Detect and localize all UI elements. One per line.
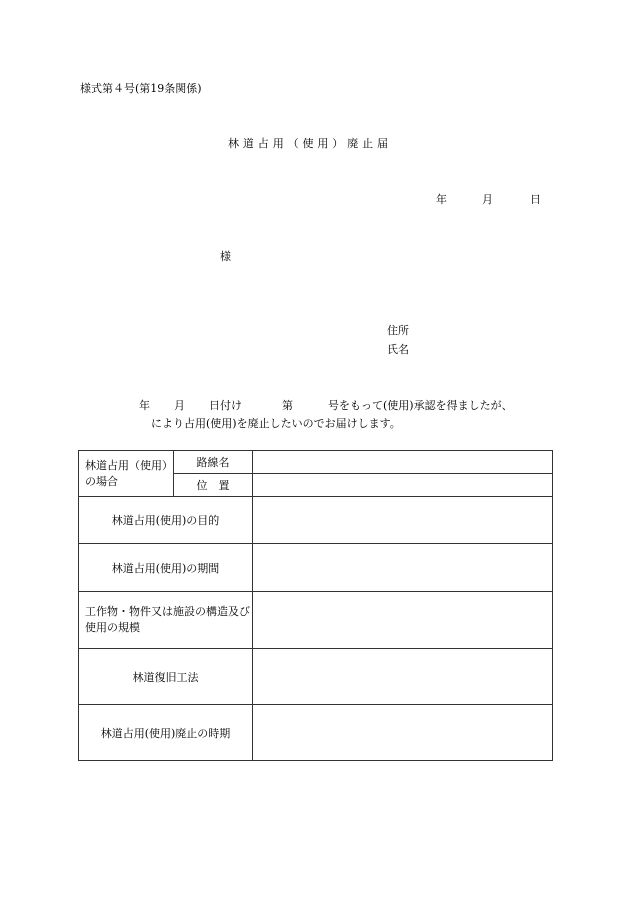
period-field[interactable]: [253, 544, 553, 592]
table-row: [79, 592, 553, 649]
abolition-time-label: 林道占用(使用)廃止の時期: [79, 705, 253, 761]
table-row: [79, 451, 553, 474]
abolition-time-field[interactable]: [253, 705, 553, 761]
notification-form-table: [78, 450, 553, 761]
restoration-method-label: 林道復旧工法: [79, 649, 253, 705]
table-row: [79, 649, 553, 705]
date-year-label: 年: [436, 193, 447, 206]
structure-label: 工作物・物件又は施設の構造及び使用の規模: [79, 592, 253, 649]
route-name-field[interactable]: [253, 451, 553, 474]
document-title: 林道占用（使用）廃止届: [228, 137, 392, 150]
date-month-label: 月: [482, 193, 493, 206]
table-row: [79, 705, 553, 761]
body-month: 月: [174, 399, 185, 412]
addressee-suffix: 様: [220, 250, 231, 263]
purpose-field[interactable]: [253, 497, 553, 544]
period-label: 林道占用(使用)の期間: [79, 544, 253, 592]
form-number: 様式第４号(第19条関係): [80, 82, 202, 95]
body-day-dated: 日付け: [209, 399, 242, 412]
location-label: 位 置: [174, 474, 253, 497]
restoration-method-field[interactable]: [253, 649, 553, 705]
body-number-prefix: 第: [282, 399, 293, 412]
structure-field[interactable]: [253, 592, 553, 649]
table-row: [79, 544, 553, 592]
date-day-label: 日: [530, 193, 541, 206]
location-field[interactable]: [253, 474, 553, 497]
table-row: [79, 497, 553, 544]
body-year: 年: [139, 399, 150, 412]
purpose-label: 林道占用(使用)の目的: [79, 497, 253, 544]
address-label: 住所: [387, 324, 409, 337]
group-label-cell: 林道占用（使用）の場合: [79, 451, 174, 497]
body-line-2: により占用(使用)を廃止したいのでお届けします。: [151, 417, 401, 430]
route-name-label: 路線名: [174, 451, 253, 474]
body-number-suffix: 号をもって(使用)承認を得ましたが、: [328, 399, 513, 412]
name-label: 氏名: [387, 343, 409, 356]
